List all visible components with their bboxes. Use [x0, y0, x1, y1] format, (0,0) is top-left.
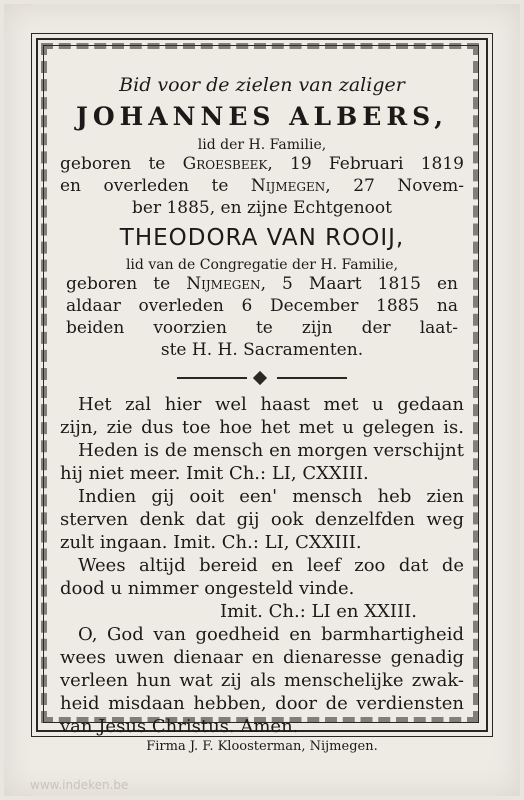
bio-1-line: geboren te Groesbeek, 19 Februari 1819 [60, 154, 465, 174]
prayer-line: zult ingaan. Imit. Ch.: LI, CXXIII. [60, 532, 362, 553]
bio-1-line: en overleden te Nijmegen, 27 Novem- [60, 176, 464, 196]
bio-2 [60, 273, 464, 361]
prayer-text [60, 393, 464, 738]
prayer-line: van Jesus Christus. Amen. [60, 716, 299, 737]
prayer-line: verleen hun wat zij als menschelijke zwak- [60, 670, 464, 691]
prayer-line: Heden is de mensch en morgen verschijnt [78, 440, 464, 461]
divider-ornament [177, 373, 347, 383]
watermark: www.indeken.be [30, 778, 129, 792]
name-johannes: JOHANNES ALBERS, [76, 102, 448, 131]
prayer-line: hij niet meer. Imit Ch.: LI, CXXIII. [60, 463, 369, 484]
name-theodora: THEODORA VAN ROOIJ, [119, 225, 405, 251]
prayer-line: zijn, zie dus toe hoe het met u gelegen is. [60, 417, 464, 438]
prayer-line: sterven denk dat gij ook denzelfden weg [60, 509, 464, 530]
prayer-line: heid misdaan hebben, door de verdiensten [60, 693, 464, 714]
printer-credit: Firma J. F. Kloosterman, Nijmegen. [146, 739, 378, 754]
card-content [60, 58, 464, 738]
prayer-line: Imit. Ch.: LI en XXIII. [220, 601, 417, 622]
member-note-1: lid der H. Familie, [197, 137, 327, 153]
bio-1-line: ber 1885, en zijne Echtgenoot [132, 198, 392, 218]
member-note-2: lid van de Congregatie der H. Familie, [125, 257, 399, 273]
prayer-line: Indien gij ooit een' mensch heb zien [78, 486, 464, 507]
prayer-line: Wees altijd bereid en leef zoo dat de [78, 555, 464, 576]
prayer-line: Het zal hier wel haast met u gedaan [78, 394, 464, 415]
bio-2-line: ste H. H. Sacramenten. [160, 340, 364, 360]
bio-1 [60, 153, 464, 219]
prayer-line: wees uwen dienaar en dienaresse genadig [60, 647, 464, 668]
heading: Bid voor de zielen van zaliger [119, 74, 405, 96]
prayer-line: O, God van goedheid en barmhartigheid [78, 624, 464, 645]
prayer-line: dood u nimmer ongesteld vinde. [60, 578, 355, 599]
bio-2-line: geboren te Nijmegen, 5 Maart 1815 en [66, 274, 458, 294]
bio-2-line: aldaar overleden 6 December 1885 na [66, 296, 458, 316]
bio-2-line: beiden voorzien te zijn der laat- [66, 318, 458, 338]
